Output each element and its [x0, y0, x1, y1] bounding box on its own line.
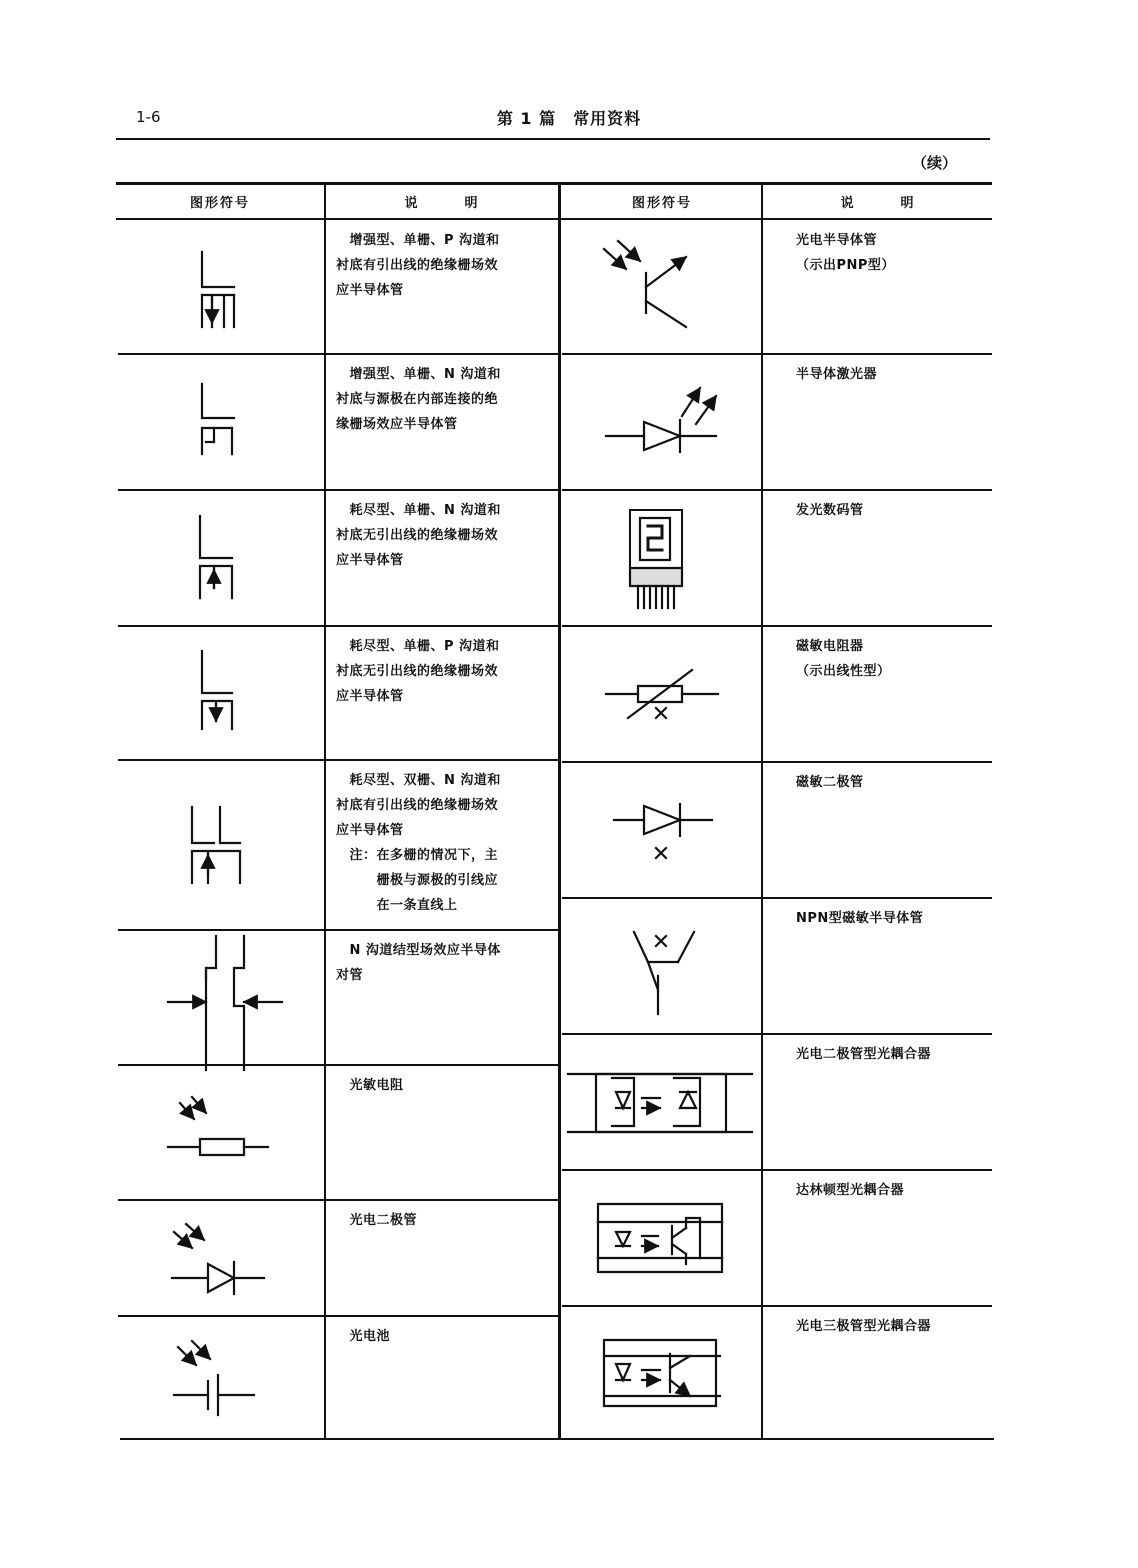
right-row-description: [796, 228, 895, 278]
dep-nmos-icon: [114, 483, 314, 633]
description-line: 衬底有引出线的绝缘栅场效: [336, 798, 499, 813]
description-line: 光电池: [336, 1329, 391, 1344]
dep-nmos-dual-gate-icon: [114, 770, 314, 920]
right-row-description: [796, 906, 923, 931]
enh-nmos-bulk-source-icon: [114, 347, 314, 497]
continued-label: （续）: [912, 154, 958, 172]
left-row-description: [336, 1208, 417, 1233]
col-head-desc-right: 说 明: [840, 196, 916, 211]
description-line: 光敏电阻: [336, 1078, 404, 1093]
magnetoresistor-icon: [560, 619, 760, 769]
page-number: 1-6: [136, 108, 161, 126]
magnetodiode-icon: [560, 755, 760, 905]
description-line: 光电二极管型光耦合器: [796, 1047, 932, 1062]
npn-magnetotransistor-icon: [560, 891, 760, 1041]
description-line: 衬底有引出线的绝缘栅场效: [336, 258, 499, 273]
col-head-symbol-left: 图形符号: [189, 196, 250, 211]
right-row-description: [796, 1178, 904, 1203]
left-row-description: [336, 498, 501, 573]
description-line: 耗尽型、单栅、P 沟道和: [336, 639, 500, 654]
description-line: 光电二极管: [336, 1213, 418, 1228]
right-row-description: [796, 1314, 931, 1339]
divider-right: [761, 184, 763, 1440]
right-row-description: [796, 498, 864, 523]
description-line: 耗尽型、单栅、N 沟道和: [336, 503, 501, 518]
description-line: 衬底无引出线的绝缘栅场效: [336, 528, 499, 543]
description-line: 磁敏电阻器: [796, 639, 864, 654]
page-title: 第 1 篇 常用资料: [496, 109, 642, 128]
n-jfet-pair-icon: [114, 923, 314, 1073]
led-digit-display-icon: [560, 483, 760, 633]
right-row-description: [796, 634, 891, 684]
darlington-optocoupler-icon: [560, 1163, 760, 1313]
description-line: NPN型磁敏半导体管: [796, 911, 924, 926]
enh-pmos-bulk-lead-icon: [114, 212, 314, 362]
description-line: 缘栅场效应半导体管: [336, 417, 458, 432]
description-line: 注：在多栅的情况下，主: [336, 848, 499, 863]
description-line: （示出PNP型）: [796, 258, 895, 273]
description-line: （示出线性型）: [796, 664, 891, 679]
description-line: 光电三极管型光耦合器: [796, 1319, 932, 1334]
description-line: 在一条直线上: [336, 898, 458, 913]
header-rule: [116, 138, 990, 140]
table-top-rule: [116, 182, 992, 185]
dep-pmos-icon: [114, 618, 314, 768]
description-line: 应半导体管: [336, 283, 404, 298]
left-row-description: [336, 938, 501, 988]
laser-diode-icon: [560, 347, 760, 497]
right-row-description: [796, 1042, 931, 1067]
description-line: 应半导体管: [336, 823, 404, 838]
description-line: 应半导体管: [336, 553, 404, 568]
description-line: 应半导体管: [336, 689, 404, 704]
description-line: 衬底无引出线的绝缘栅场效: [336, 664, 499, 679]
description-line: 光电半导体管: [796, 233, 878, 248]
left-row-description: [336, 768, 501, 918]
photodiode-optocoupler-icon: [560, 1027, 760, 1177]
description-line: 对管: [336, 968, 364, 983]
phototransistor-pnp-icon: [560, 212, 760, 362]
description-line: 半导体激光器: [796, 367, 878, 382]
right-row-description: [796, 770, 864, 795]
description-line: 达林顿型光耦合器: [796, 1183, 905, 1198]
photocell-icon: [114, 1302, 314, 1452]
description-line: 发光数码管: [796, 503, 864, 518]
left-row-description: [336, 362, 501, 437]
left-row-description: [336, 634, 500, 709]
description-line: 增强型、单栅、N 沟道和: [336, 367, 501, 382]
col-head-desc-left: 说 明: [404, 196, 480, 211]
description-line: 磁敏二极管: [796, 775, 864, 790]
description-line: 栅极与源极的引线应: [336, 873, 499, 888]
phototransistor-optocoupler-icon: [560, 1297, 760, 1447]
description-line: 耗尽型、双栅、N 沟道和: [336, 773, 501, 788]
left-row-description: [336, 1073, 404, 1098]
description-line: 增强型、单栅、P 沟道和: [336, 233, 500, 248]
description-line: N 沟道结型场效应半导体: [336, 943, 501, 958]
left-row-description: [336, 228, 500, 303]
col-head-symbol-right: 图形符号: [631, 196, 692, 211]
right-row-description: [796, 362, 877, 387]
left-row-description: [336, 1324, 390, 1349]
divider-left: [324, 184, 326, 1440]
description-line: 衬底与源极在内部连接的绝: [336, 392, 499, 407]
